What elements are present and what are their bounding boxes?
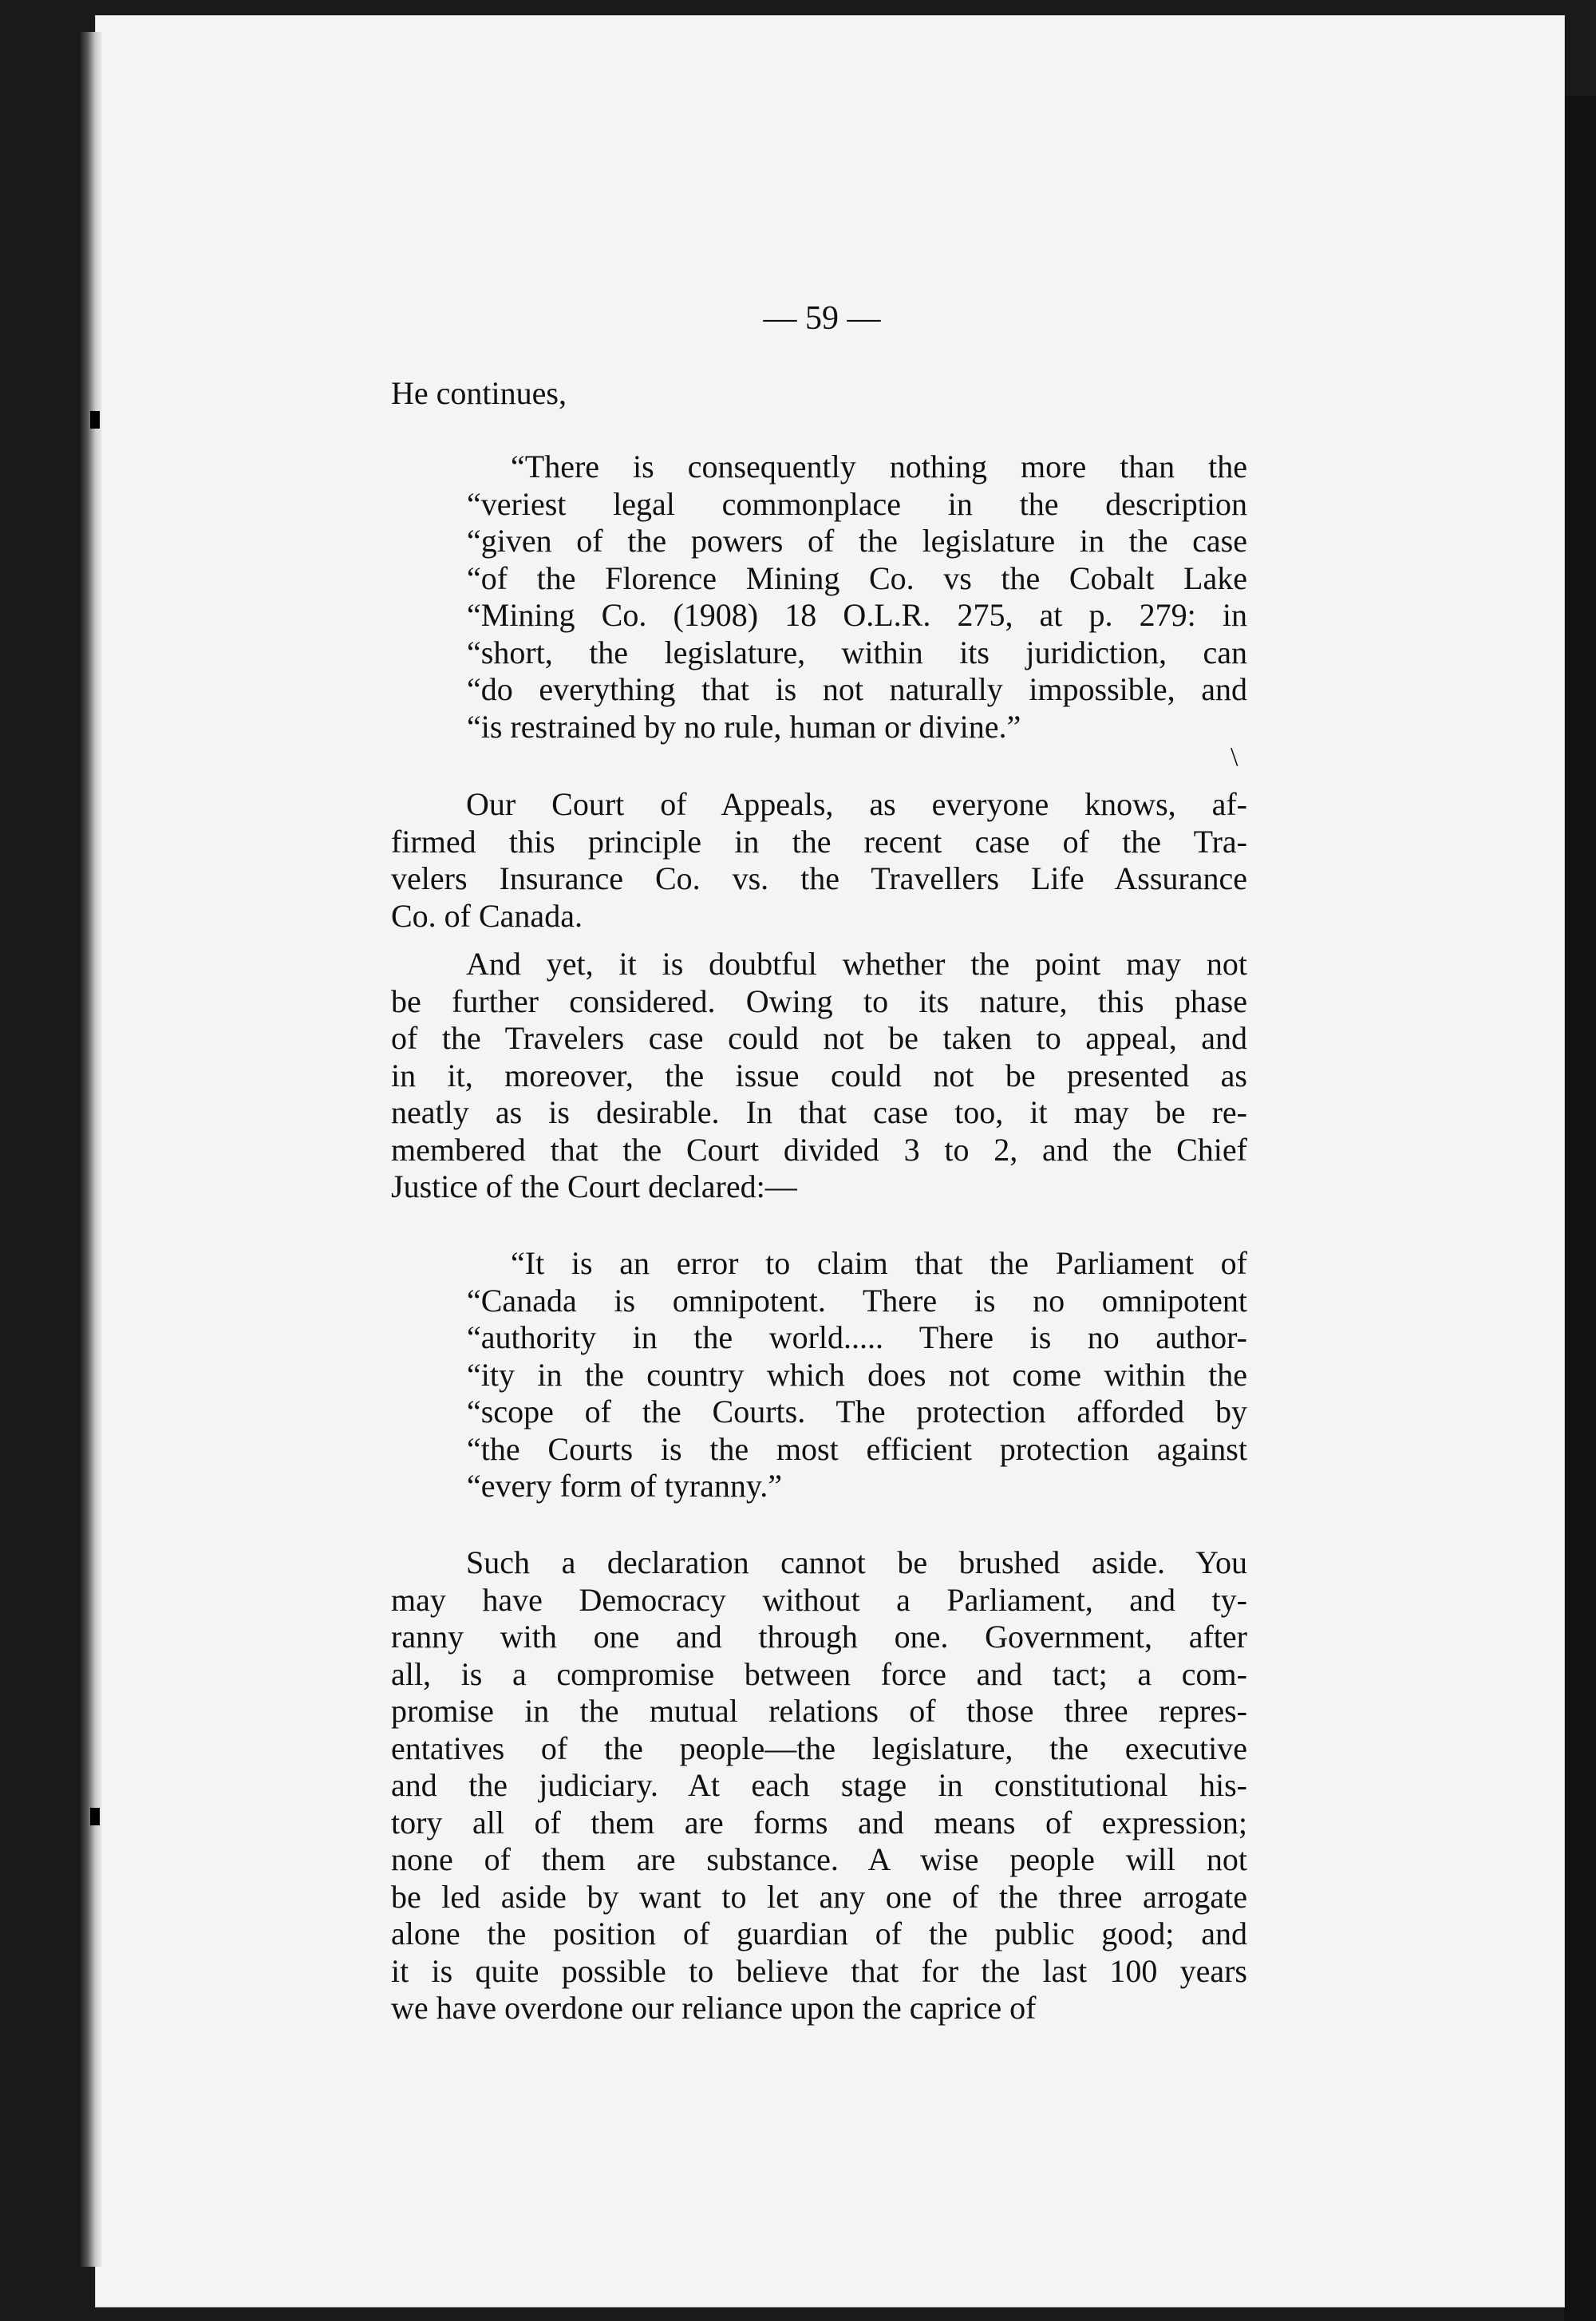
- text-line: “do everything that is not naturally impossible, and: [467, 671, 1247, 707]
- text-line: ranny with one and through one. Government, after: [391, 1619, 1247, 1655]
- text-line: “of the Florence Mining Co. vs the Cobalt Lake: [467, 559, 1247, 596]
- paragraph-2: [391, 946, 1247, 1206]
- block-quote-1: [467, 449, 1247, 745]
- text-line: “There is consequently nothing more than the: [511, 449, 1247, 484]
- text-line: and the judiciary. At each stage in constitutional his-: [391, 1767, 1247, 1803]
- text-line: alone the position of guardian of the public good; and: [391, 1916, 1247, 1951]
- text-line: neatly as is desirable. In that case too, it may be re-: [391, 1094, 1247, 1130]
- text-line: “Canada is omnipotent. There is no omnipotent: [467, 1282, 1247, 1319]
- text-line: “scope of the Courts. The protection afforded by: [467, 1394, 1247, 1429]
- text-line: “short, the legislature, within its juridiction, can: [467, 634, 1247, 670]
- block-quote-2: [467, 1245, 1247, 1505]
- page-binding-shadow: [80, 32, 102, 2267]
- stray-mark: \: [1231, 742, 1238, 772]
- text-line: “authority in the world..... There is no author-: [467, 1319, 1247, 1355]
- paragraph-3: [391, 1544, 1247, 2027]
- text-line: in it, moreover, the issue could not be presented as: [391, 1057, 1247, 1093]
- text-line: entatives of the people—the legislature, the executive: [391, 1730, 1247, 1766]
- text-line: it is quite possible to believe that for the last 100 years: [391, 1952, 1247, 1989]
- text-line: Justice of the Court declared:—: [391, 1168, 797, 1204]
- text-line: “is restrained by no rule, human or divine.”: [467, 708, 1021, 745]
- text-line: none of them are substance. A wise people will not: [391, 1841, 1247, 1877]
- text-line: “It is an error to claim that the Parliament of: [511, 1245, 1247, 1281]
- text-line: Such a declaration cannot be brushed aside. You: [466, 1544, 1247, 1580]
- text-line: He continues,: [391, 375, 567, 411]
- scan-background-edge: [1564, 96, 1596, 2321]
- binding-mark: [90, 1808, 100, 1825]
- text-line: Co. of Canada.: [391, 897, 583, 934]
- text-line: “every form of tyranny.”: [467, 1468, 782, 1504]
- text-line: velers Insurance Co. vs. the Travellers Life Assurance: [391, 860, 1247, 896]
- text-line: all, is a compromise between force and tact; a com-: [391, 1655, 1247, 1692]
- text-line: may have Democracy without a Parliament, and ty-: [391, 1581, 1247, 1618]
- text-line: “the Courts is the most efficient protection against: [467, 1430, 1247, 1467]
- text-line: “ity in the country which does not come within the: [467, 1356, 1247, 1393]
- text-line: And yet, it is doubtful whether the point may not: [466, 946, 1247, 982]
- text-line: promise in the mutual relations of those three repres-: [391, 1693, 1247, 1729]
- page-number: — 59 —: [763, 300, 881, 337]
- text-line: membered that the Court divided 3 to 2, and the Chief: [391, 1131, 1247, 1168]
- text-line: be led aside by want to let any one of the three arrogate: [391, 1878, 1247, 1915]
- text-line: Our Court of Appeals, as everyone knows, af-: [466, 786, 1247, 822]
- intro-line: [391, 375, 1247, 413]
- binding-mark: [90, 411, 100, 429]
- paragraph-1: [391, 786, 1247, 935]
- text-line: we have overdone our reliance upon the caprice of: [391, 1990, 1037, 2026]
- text-line: “given of the powers of the legislature in the case: [467, 523, 1247, 559]
- text-line: be further considered. Owing to its nature, this phase: [391, 983, 1247, 1019]
- text-line: tory all of them are forms and means of expression;: [391, 1804, 1247, 1841]
- text-line: “veriest legal commonplace in the description: [467, 485, 1247, 522]
- text-line: of the Travelers case could not be taken to appeal, and: [391, 1020, 1247, 1056]
- text-line: firmed this principle in the recent case of the Tra-: [391, 823, 1247, 860]
- text-line: “Mining Co. (1908) 18 O.L.R. 275, at p. 279: in: [467, 597, 1247, 633]
